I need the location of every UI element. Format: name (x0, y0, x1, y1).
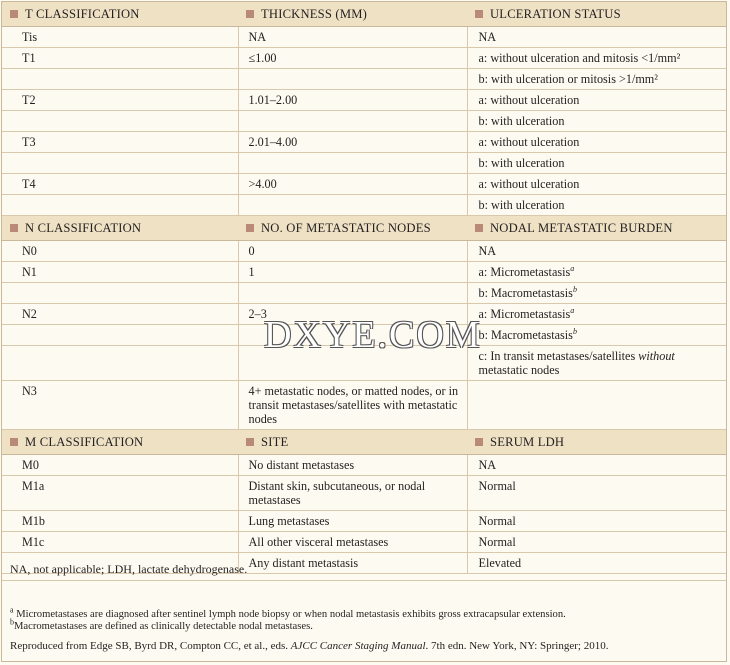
table-cell (467, 195, 726, 216)
header-cell (2, 430, 238, 455)
table-cell (467, 304, 726, 325)
cell-text: b: with ulceration or mitosis >1/mm² (478, 72, 658, 86)
cell-text: Normal (478, 535, 516, 549)
cell-text: M1a (22, 479, 45, 493)
table-cell (238, 27, 467, 48)
table-cell (2, 48, 238, 69)
footnote-a: $^a$ Micrometastases are diagnosed after sentinel lymph node biopsy or when nodal metastasis exhibits gross extracapsular extension. (10, 605, 566, 620)
cell-text: b: with ulceration (478, 156, 565, 170)
table-cell (467, 476, 726, 511)
footnote-mark: a (570, 263, 575, 273)
table-row (2, 174, 726, 195)
cell-text: Lung metastases (248, 514, 330, 528)
table-row (2, 69, 726, 90)
table-cell (238, 304, 467, 325)
cell-text: 2–3 (248, 307, 267, 321)
header-label: T CLASSIFICATION (25, 7, 140, 21)
header-cell (238, 216, 467, 241)
table-cell (2, 476, 238, 511)
table-row (2, 153, 726, 174)
header-cell (238, 2, 467, 27)
bullet-square-icon (246, 438, 254, 446)
table-row (2, 195, 726, 216)
header-label: M CLASSIFICATION (25, 435, 144, 449)
cell-text: Distant skin, subcutaneous, or nodal metastases (248, 479, 426, 507)
source-citation: Reproduced from Edge SB, Byrd DR, Compton CC, et al., eds. AJCC Cancer Staging Manual. 7th edn. New York, NY: Springer; 2010. (10, 640, 609, 652)
cell-text: 2.01–4.00 (248, 135, 298, 149)
header-cell (2, 2, 238, 27)
table-cell (238, 132, 467, 153)
cell-text: Elevated (478, 556, 522, 570)
cell-text: >4.00 (248, 177, 277, 191)
cell-text: Tis (22, 30, 38, 44)
header-cell (238, 430, 467, 455)
cell-text: N0 (22, 244, 37, 258)
header-label: ULCERATION STATUS (490, 7, 621, 21)
bullet-square-icon (246, 10, 254, 18)
table-row (2, 90, 726, 111)
table-cell (238, 346, 467, 381)
cell-text: Normal (478, 514, 516, 528)
cell-text: a: without ulceration (478, 93, 580, 107)
cell-text: a: Micrometastasis (478, 307, 571, 321)
bullet-square-icon (246, 224, 254, 232)
table-cell (2, 262, 238, 283)
table-cell (238, 476, 467, 511)
table-cell (238, 532, 467, 553)
table-cell (467, 346, 726, 381)
header-label: SITE (261, 435, 289, 449)
table-cell (2, 381, 238, 430)
table-cell (238, 48, 467, 69)
cell-text: c: In transit metastases/satellites (478, 349, 636, 363)
abbreviation-note: NA, not applicable; LDH, lactate dehydrogenase. (2, 560, 726, 581)
table-row (2, 48, 726, 69)
table-cell (2, 455, 238, 476)
cell-text: M1b (22, 514, 46, 528)
cell-text: Normal (478, 479, 516, 493)
table-row (2, 304, 726, 325)
header-label: NO. OF METASTATIC NODES (261, 221, 431, 235)
cell-text: All other visceral metastases (248, 535, 389, 549)
table-cell (238, 111, 467, 132)
cell-text: 1.01–2.00 (248, 93, 298, 107)
table-cell (2, 511, 238, 532)
table-cell (2, 90, 238, 111)
table-cell (2, 132, 238, 153)
table-cell (238, 262, 467, 283)
watermark: DXYE.COM (264, 314, 482, 356)
bullet-square-icon (10, 438, 18, 446)
table-cell (238, 381, 467, 430)
header-cell (467, 2, 726, 27)
table-row (2, 132, 726, 153)
table-cell (467, 132, 726, 153)
table-cell (467, 90, 726, 111)
table-cell (2, 325, 238, 346)
table-cell (467, 455, 726, 476)
header-label: N CLASSIFICATION (25, 221, 142, 235)
cell-text: N1 (22, 265, 37, 279)
table-cell (467, 48, 726, 69)
table-cell (238, 283, 467, 304)
table-cell (2, 153, 238, 174)
header-cell (2, 216, 238, 241)
cell-text: T4 (22, 177, 36, 191)
table-cell (2, 241, 238, 262)
header-cell (467, 216, 726, 241)
table-row (2, 262, 726, 283)
table-cell (238, 69, 467, 90)
table-cell (2, 283, 238, 304)
cell-text: 0 (248, 244, 255, 258)
section-header-m (2, 430, 726, 455)
table-cell (2, 69, 238, 90)
table-cell (467, 111, 726, 132)
table-cell (238, 511, 467, 532)
section-header-n (2, 216, 726, 241)
bullet-square-icon (475, 10, 483, 18)
table-cell (467, 283, 726, 304)
header-label: SERUM LDH (490, 435, 565, 449)
table-row (2, 325, 726, 346)
table-cell (467, 511, 726, 532)
table-cell (467, 532, 726, 553)
table-row (2, 241, 726, 262)
emphasis-without: without (638, 349, 675, 363)
cell-text: NA (478, 30, 497, 44)
cell-text: NA (478, 244, 497, 258)
bullet-square-icon (475, 224, 483, 232)
table-cell (2, 27, 238, 48)
cell-text: N3 (22, 384, 37, 398)
bullet-square-icon (10, 224, 18, 232)
melanoma-staging-table (2, 2, 726, 574)
header-label: NODAL METASTATIC BURDEN (490, 221, 673, 235)
cell-text: b: with ulceration (478, 198, 565, 212)
section-header-t (2, 2, 726, 27)
table-row (2, 511, 726, 532)
cell-text: NA (478, 458, 497, 472)
table-cell (238, 455, 467, 476)
table-cell (467, 27, 726, 48)
table-cell (467, 174, 726, 195)
table-row (2, 27, 726, 48)
cell-text: T1 (22, 51, 36, 65)
table-cell (2, 346, 238, 381)
cell-text: 4+ metastatic nodes, or matted nodes, or in transit metastases/satellites with metastatic nodes (248, 384, 459, 426)
table-cell (238, 90, 467, 111)
header-label: THICKNESS (MM) (261, 7, 368, 21)
table-cell (467, 325, 726, 346)
table-cell (467, 241, 726, 262)
table-cell (2, 304, 238, 325)
cell-text: M1c (22, 535, 45, 549)
table-row (2, 111, 726, 132)
table-row (2, 381, 726, 430)
cell-text: a: Micrometastasis (478, 265, 571, 279)
table-row (2, 532, 726, 553)
table-row (2, 346, 726, 381)
table-cell (2, 195, 238, 216)
table-cell (238, 195, 467, 216)
cell-text: b: with ulceration (478, 114, 565, 128)
cell-text: T2 (22, 93, 36, 107)
cell-text: a: without ulceration and mitosis <1/mm² (478, 51, 681, 65)
cell-text: T3 (22, 135, 36, 149)
cell-text: 1 (248, 265, 255, 279)
cell-text: No distant metastases (248, 458, 355, 472)
table-cell (2, 174, 238, 195)
header-cell (467, 430, 726, 455)
table-cell (2, 532, 238, 553)
bullet-square-icon (475, 438, 483, 446)
table-row (2, 476, 726, 511)
footnote-mark: a (570, 305, 575, 315)
cell-text: a: without ulceration (478, 135, 580, 149)
table-cell (467, 69, 726, 90)
footnote-b: $^b$Macrometastases are defined as clinically detectable nodal metastases. (10, 617, 313, 632)
cell-text: M0 (22, 458, 39, 472)
table-cell (238, 325, 467, 346)
table-row (2, 283, 726, 304)
table-cell (2, 111, 238, 132)
cell-text: a: without ulceration (478, 177, 580, 191)
cell-text: NA (248, 30, 267, 44)
citation-title: AJCC Cancer Staging Manual (290, 640, 426, 652)
footnotes (2, 605, 726, 633)
footnote-mark: b (572, 284, 577, 294)
cell-text: b: Macrometastasis (478, 328, 573, 342)
bullet-square-icon (10, 10, 18, 18)
table-cell (467, 381, 726, 430)
table-row (2, 455, 726, 476)
table-cell (467, 262, 726, 283)
cell-text: ≤1.00 (248, 51, 277, 65)
table-cell (238, 174, 467, 195)
cell-text: metastatic nodes (478, 363, 560, 377)
cell-text: N2 (22, 307, 37, 321)
cell-text: Any distant metastasis (248, 556, 359, 570)
footnote-mark: b (572, 326, 577, 336)
table-cell (467, 153, 726, 174)
cell-text: b: Macrometastasis (478, 286, 573, 300)
table-cell (238, 241, 467, 262)
table-cell (238, 153, 467, 174)
